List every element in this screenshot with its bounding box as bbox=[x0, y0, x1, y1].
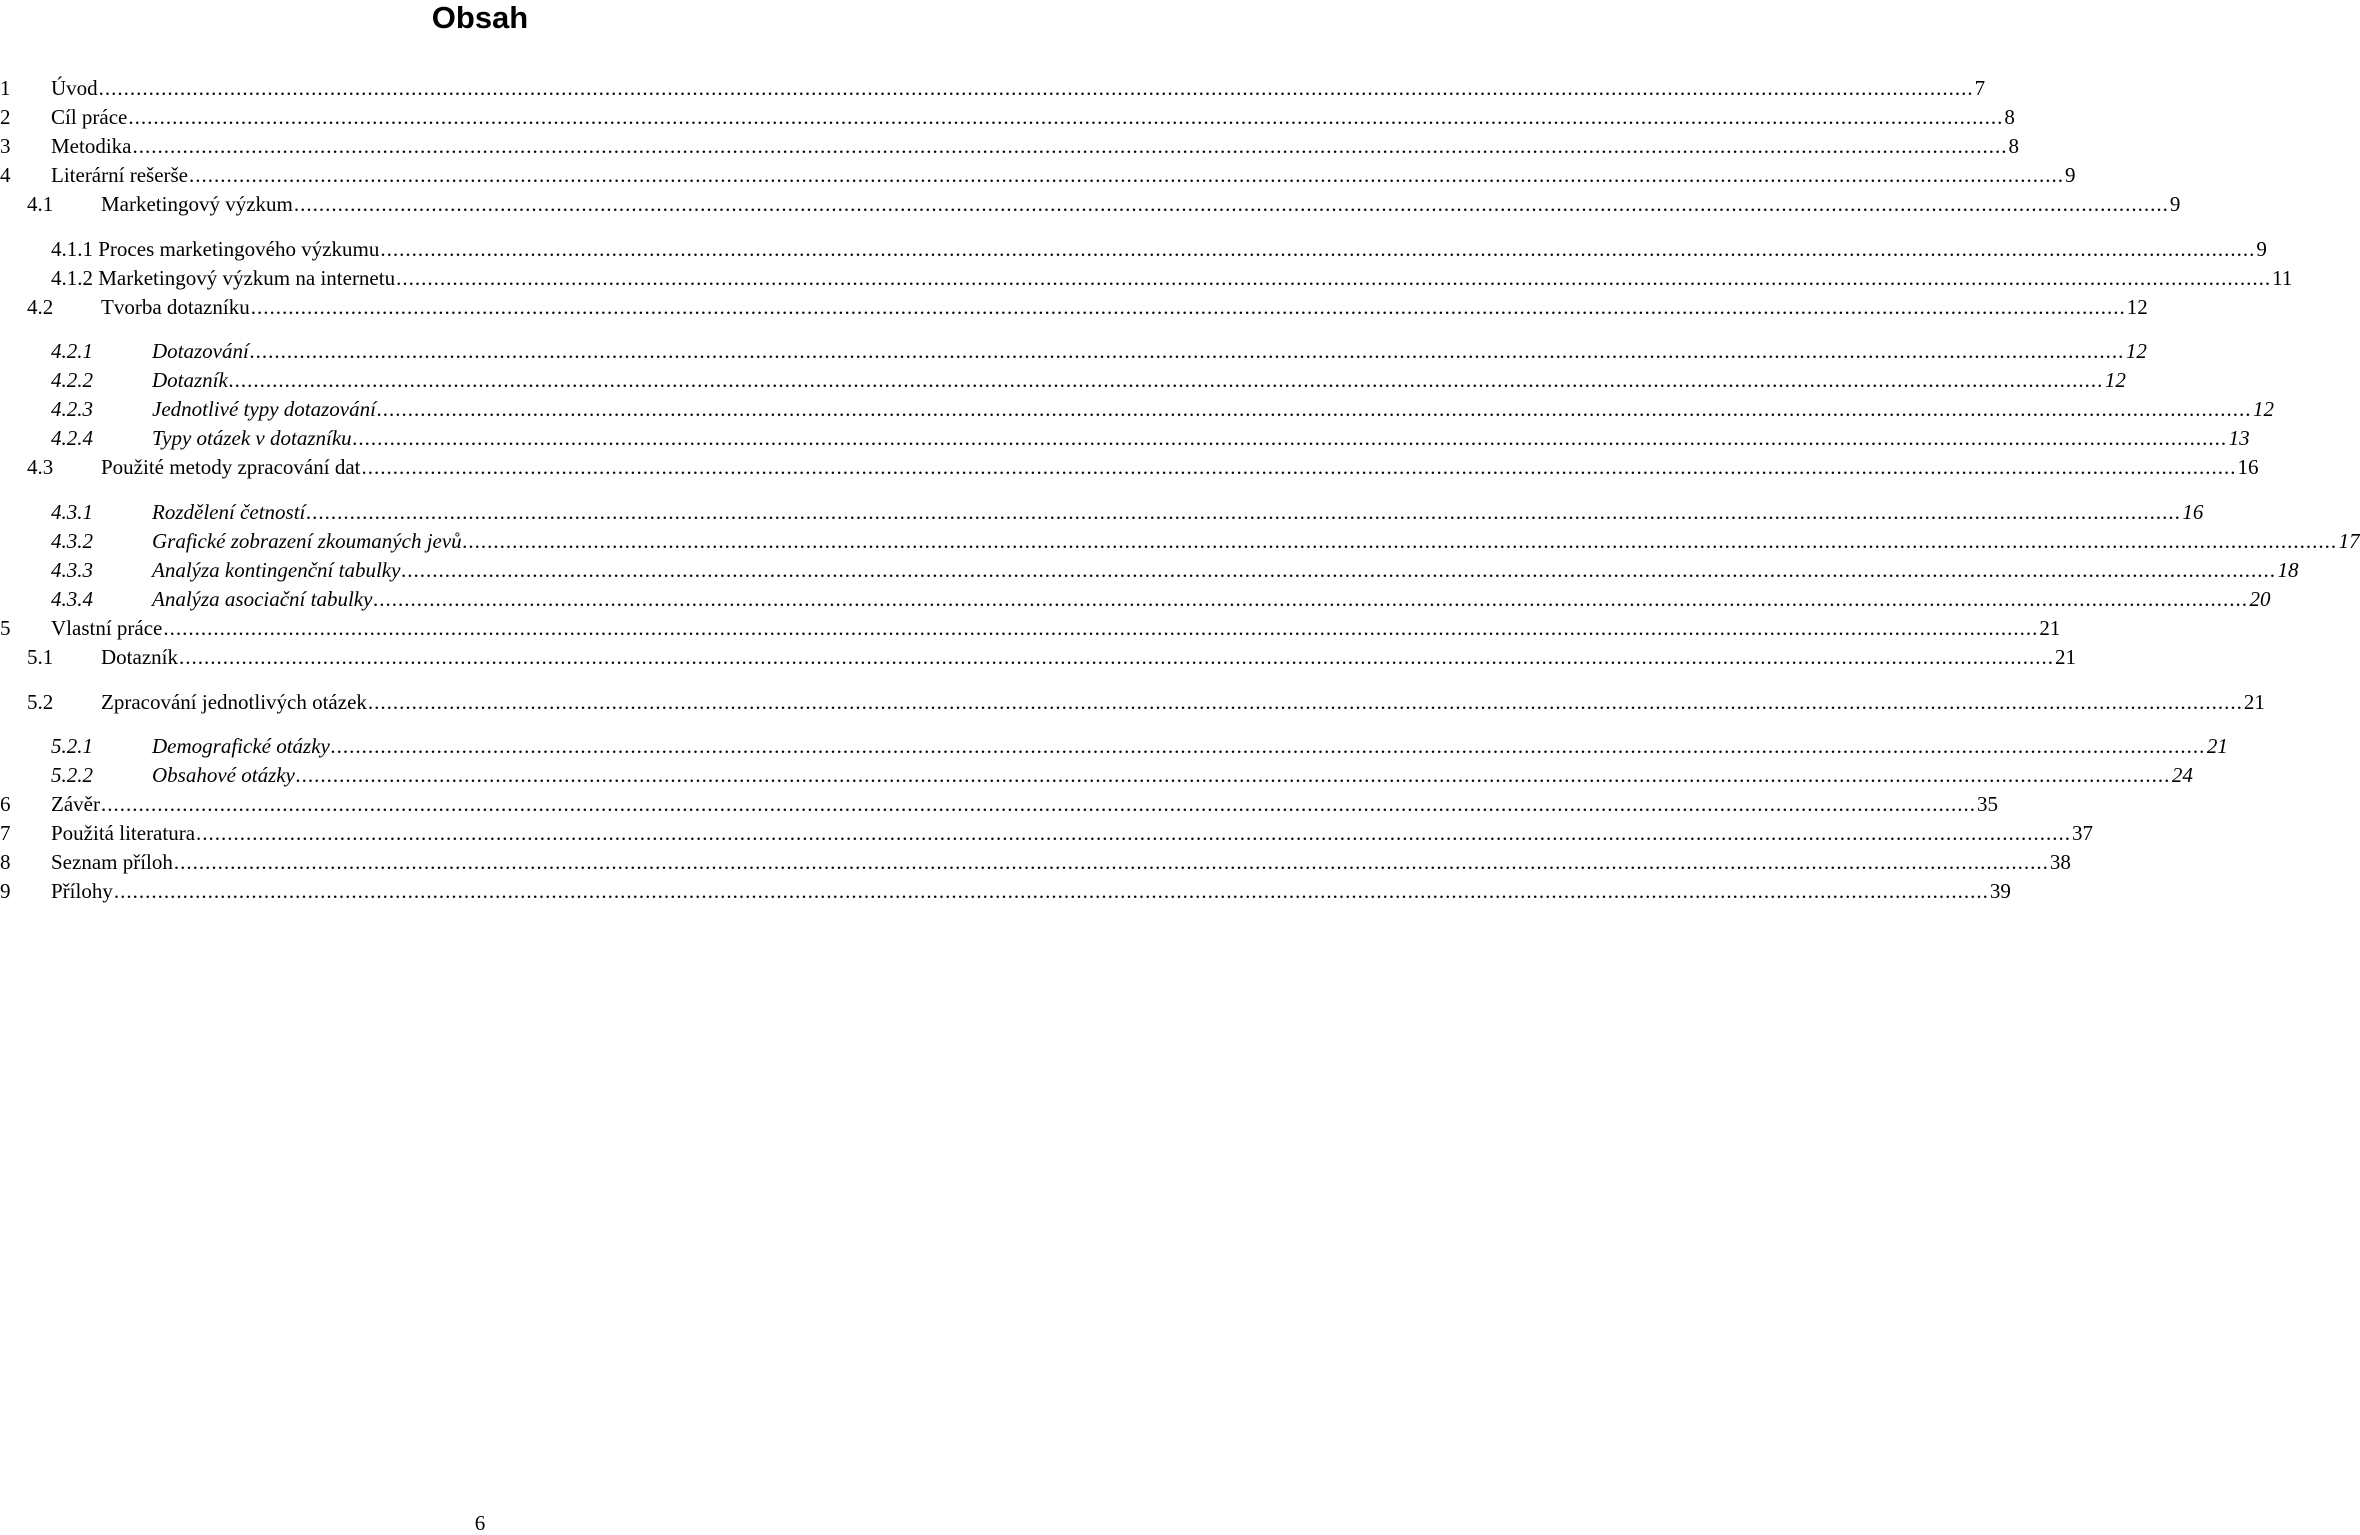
toc-dot-leader: ............................................................................................................................................................................................................................................................................................................ bbox=[295, 763, 2171, 787]
toc-dot-leader: ............................................................................................................................................................................................................................................................................................................ bbox=[396, 266, 2272, 290]
toc-dot-leader: ............................................................................................................................................................................................................................................................................................................ bbox=[132, 134, 2008, 158]
toc-entry[interactable] bbox=[0, 132, 2019, 160]
toc-entry[interactable] bbox=[0, 732, 2228, 760]
toc-entry-page: 17 bbox=[2338, 529, 2360, 553]
toc-dot-leader: ............................................................................................................................................................................................................................................................................................................ bbox=[128, 105, 2004, 129]
toc-entry-page: 35 bbox=[1976, 792, 1998, 816]
toc-entry[interactable] bbox=[0, 877, 2011, 905]
toc-dot-leader: ............................................................................................................................................................................................................................................................................................................ bbox=[250, 295, 2126, 319]
toc-entry-number: 2 bbox=[0, 105, 11, 129]
toc-entry-label: Cíl práce bbox=[51, 105, 128, 129]
toc-entry[interactable] bbox=[0, 235, 2267, 263]
toc-entry-number: 7 bbox=[0, 821, 11, 845]
toc-dot-leader: ............................................................................................................................................................................................................................................................................................................ bbox=[100, 792, 1976, 816]
toc-entry-label: Přílohy bbox=[51, 879, 113, 903]
toc-entry[interactable] bbox=[0, 790, 1998, 818]
toc-entry-number: 4.3.4 bbox=[51, 587, 93, 611]
page-number: 6 bbox=[474, 1511, 486, 1535]
toc-entry-page: 9 bbox=[2256, 237, 2267, 261]
toc-dot-leader: ............................................................................................................................................................................................................................................................................................................ bbox=[361, 455, 2237, 479]
toc-dot-leader: ............................................................................................................................................................................................................................................................................................................ bbox=[228, 368, 2104, 392]
toc-dot-leader: ............................................................................................................................................................................................................................................................................................................ bbox=[306, 500, 2182, 524]
toc-entry-label: Dotazování bbox=[152, 339, 249, 363]
toc-entry-number: 5 bbox=[0, 616, 11, 640]
toc-entry-label: Vlastní práce bbox=[51, 616, 163, 640]
toc-entry-page: 12 bbox=[2125, 339, 2147, 363]
toc-entry-number: 6 bbox=[0, 792, 11, 816]
toc-dot-leader: ............................................................................................................................................................................................................................................................................................................ bbox=[249, 339, 2125, 363]
toc-entry-label: Rozdělení četností bbox=[152, 500, 306, 524]
toc-entry-number: 5.2.2 bbox=[51, 763, 93, 787]
toc-entry-page: 21 bbox=[2243, 690, 2265, 714]
toc-dot-leader: ............................................................................................................................................................................................................................................................................................................ bbox=[462, 529, 2338, 553]
toc-entry[interactable] bbox=[0, 74, 1986, 102]
toc-entry-page: 12 bbox=[2252, 397, 2274, 421]
toc-entry-label: 4.1.1 Proces marketingového výzkumu bbox=[51, 237, 380, 261]
toc-entry-page: 13 bbox=[2228, 426, 2250, 450]
toc-dot-leader: ............................................................................................................................................................................................................................................................................................................ bbox=[352, 426, 2228, 450]
toc-entry-page: 11 bbox=[2272, 266, 2293, 290]
toc-dot-leader: ............................................................................................................................................................................................................................................................................................................ bbox=[189, 163, 2065, 187]
toc-entry-number: 9 bbox=[0, 879, 11, 903]
toc-entry-label: Dotazník bbox=[152, 368, 228, 392]
toc-dot-leader: ............................................................................................................................................................................................................................................................................................................ bbox=[98, 76, 1974, 100]
toc-entry-number: 4.1 bbox=[27, 192, 54, 216]
toc-entry[interactable] bbox=[0, 337, 2147, 365]
toc-entry-page: 24 bbox=[2171, 763, 2193, 787]
toc-dot-leader: ............................................................................................................................................................................................................................................................................................................ bbox=[380, 237, 2256, 261]
toc-entry-page: 12 bbox=[2104, 368, 2126, 392]
toc-entry-page: 7 bbox=[1974, 76, 1986, 100]
toc-entry-page: 9 bbox=[2065, 163, 2076, 187]
toc-entry[interactable] bbox=[0, 264, 2293, 292]
toc-entry[interactable] bbox=[0, 498, 2204, 526]
toc-entry-page: 21 bbox=[2206, 734, 2228, 758]
toc-entry-label: Marketingový výzkum bbox=[101, 192, 293, 216]
toc-entry[interactable] bbox=[0, 395, 2274, 423]
toc-entry-page: 21 bbox=[2054, 645, 2076, 669]
toc-entry-label: Demografické otázky bbox=[152, 734, 330, 758]
toc-entry-number: 4.3.1 bbox=[51, 500, 93, 524]
toc-entry-page: 38 bbox=[2049, 850, 2071, 874]
toc-entry[interactable] bbox=[0, 585, 2271, 613]
toc-entry[interactable] bbox=[0, 190, 2181, 218]
toc-entry-number: 5.2.1 bbox=[51, 734, 93, 758]
toc-entry-number: 5.2 bbox=[27, 690, 54, 714]
toc-entry[interactable] bbox=[0, 848, 2071, 876]
toc-dot-leader: ............................................................................................................................................................................................................................................................................................................ bbox=[330, 734, 2206, 758]
toc-entry-number: 4.2.2 bbox=[51, 368, 93, 392]
toc-entry[interactable] bbox=[0, 453, 2259, 481]
toc-entry[interactable] bbox=[0, 161, 2076, 189]
toc-entry-number: 4.3.3 bbox=[51, 558, 93, 582]
toc-entry-number: 1 bbox=[0, 76, 11, 100]
toc-entry[interactable] bbox=[0, 643, 2076, 671]
toc-entry-page: 18 bbox=[2277, 558, 2299, 582]
toc-entry-number: 5.1 bbox=[27, 645, 54, 669]
toc-entry-label: Seznam příloh bbox=[51, 850, 173, 874]
toc-entry-label: Typy otázek v dotazníku bbox=[152, 426, 352, 450]
toc-entry-page: 9 bbox=[2169, 192, 2181, 216]
toc-entry[interactable] bbox=[0, 293, 2148, 321]
toc-dot-leader: ............................................................................................................................................................................................................................................................................................................ bbox=[373, 587, 2249, 611]
toc-dot-leader: ............................................................................................................................................................................................................................................................................................................ bbox=[401, 558, 2277, 582]
page-title: Obsah bbox=[431, 0, 529, 35]
toc-entry-number: 3 bbox=[0, 134, 11, 158]
toc-entry[interactable] bbox=[0, 761, 2193, 789]
toc-entry-label: Literární rešerše bbox=[51, 163, 189, 187]
toc-entry-label: Grafické zobrazení zkoumaných jevů bbox=[152, 529, 462, 553]
toc-entry-label: Jednotlivé typy dotazování bbox=[152, 397, 376, 421]
toc-dot-leader: ............................................................................................................................................................................................................................................................................................................ bbox=[113, 879, 1989, 903]
toc-entry-label: Použitá literatura bbox=[51, 821, 196, 845]
toc-entry-label: Dotazník bbox=[101, 645, 178, 669]
toc-entry[interactable] bbox=[0, 366, 2126, 394]
toc-entry-number: 4.3.2 bbox=[51, 529, 93, 553]
toc-dot-leader: ............................................................................................................................................................................................................................................................................................................ bbox=[376, 397, 2252, 421]
toc-dot-leader: ............................................................................................................................................................................................................................................................................................................ bbox=[178, 645, 2054, 669]
toc-entry-number: 8 bbox=[0, 850, 11, 874]
toc-entry[interactable] bbox=[0, 424, 2250, 452]
toc-entry[interactable] bbox=[0, 819, 2094, 847]
toc-dot-leader: ............................................................................................................................................................................................................................................................................................................ bbox=[367, 690, 2243, 714]
toc-entry[interactable] bbox=[0, 688, 2265, 716]
toc-entry-label: Analýza kontingenční tabulky bbox=[152, 558, 401, 582]
toc-entry[interactable] bbox=[0, 103, 2015, 131]
toc-entry-page: 39 bbox=[1989, 879, 2011, 903]
toc-dot-leader: ............................................................................................................................................................................................................................................................................................................ bbox=[173, 850, 2049, 874]
toc-entry[interactable] bbox=[0, 556, 2299, 584]
toc-entry-page: 20 bbox=[2249, 587, 2271, 611]
toc-dot-leader: ............................................................................................................................................................................................................................................................................................................ bbox=[196, 821, 2072, 845]
toc-entry-label: Použité metody zpracování dat bbox=[101, 455, 361, 479]
toc-entry-page: 12 bbox=[2126, 295, 2148, 319]
toc-dot-leader: ............................................................................................................................................................................................................................................................................................................ bbox=[293, 192, 2169, 216]
toc-entry-label: Tvorba dotazníku bbox=[101, 295, 250, 319]
toc-entry-page: 8 bbox=[2004, 105, 2015, 129]
toc-entry-number: 4.2.4 bbox=[51, 426, 93, 450]
toc-entry-label: Úvod bbox=[51, 76, 98, 100]
toc-entry-label: Zpracování jednotlivých otázek bbox=[101, 690, 367, 714]
toc-entry-page: 8 bbox=[2008, 134, 2019, 158]
toc-entry-number: 4.2 bbox=[27, 295, 54, 319]
toc-entry-page: 37 bbox=[2072, 821, 2094, 845]
toc-dot-leader: ............................................................................................................................................................................................................................................................................................................ bbox=[163, 616, 2039, 640]
toc-entry-label: Závěr bbox=[51, 792, 100, 816]
toc-entry-page: 16 bbox=[2182, 500, 2204, 524]
toc-entry-number: 4.3 bbox=[27, 455, 54, 479]
toc-entry-number: 4.2.3 bbox=[51, 397, 93, 421]
toc-entry-label: Metodika bbox=[51, 134, 132, 158]
toc-entry-page: 16 bbox=[2237, 455, 2259, 479]
toc-entry-number: 4 bbox=[0, 163, 11, 187]
toc-entry-page: 21 bbox=[2039, 616, 2061, 640]
toc-entry[interactable] bbox=[0, 614, 2061, 642]
toc-entry-label: 4.1.2 Marketingový výzkum na internetu bbox=[51, 266, 396, 290]
toc-entry[interactable] bbox=[0, 527, 2360, 555]
toc-entry-label: Analýza asociační tabulky bbox=[152, 587, 373, 611]
toc-entry-number: 4.2.1 bbox=[51, 339, 93, 363]
toc-entry-label: Obsahové otázky bbox=[152, 763, 295, 787]
